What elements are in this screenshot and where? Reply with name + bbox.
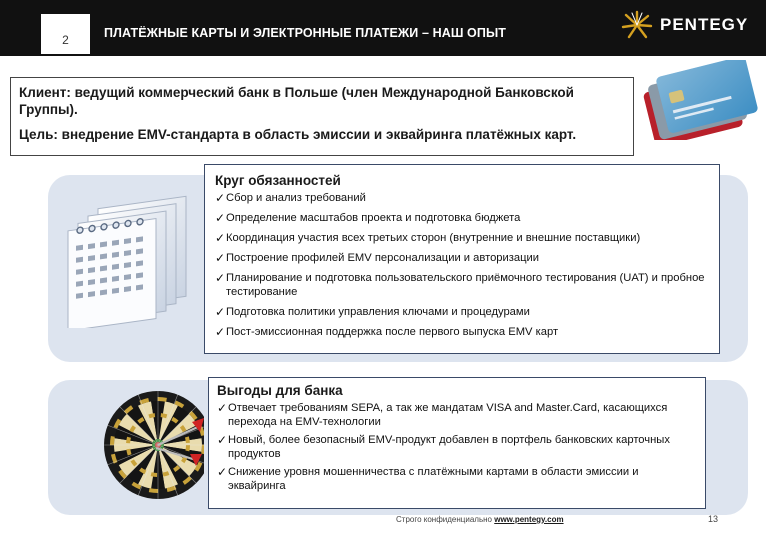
list-item-text: Новый, более безопасный EMV-продукт добавлен в портфель банковских карточных продуктов (228, 434, 670, 460)
list-item-text: Планирование и подготовка пользовательского приёмочного тестирования (UAT) и пробное тестирование (226, 272, 705, 298)
dartboard-icon (100, 390, 204, 500)
list-item (217, 465, 697, 493)
calendar-icon (60, 188, 200, 328)
project-goal: Цель: внедрение EMV-стандарта в область эмиссии и эквайринга платёжных карт. (19, 127, 577, 142)
check-icon: ✓ (215, 251, 226, 265)
client-description: Клиент: ведущий коммерческий банк в Польше (член Международной Банковской Группы). (19, 85, 574, 117)
list-item (215, 305, 709, 319)
footer-note (396, 515, 564, 524)
list-item (217, 433, 697, 461)
list-item-text: Отвечает требованиям SEPA, а так же мандатам VISA and Master.Card, касающихся перехода на EMV-технологии (228, 402, 668, 428)
list-item (215, 271, 709, 299)
page-title: ПЛАТЁЖНЫЕ КАРТЫ И ЭЛЕКТРОННЫЕ ПЛАТЕЖИ – НАШ ОПЫТ (104, 26, 507, 40)
list-item-text: Определение масштабов проекта и подготовка бюджета (226, 212, 521, 224)
check-icon: ✓ (215, 305, 226, 319)
list-item-text: Координация участия всех третьих сторон (внутренние и внешние поставщики) (226, 232, 641, 244)
check-icon: ✓ (215, 271, 226, 285)
header-bar (0, 0, 766, 56)
responsibilities-title: Круг обязанностей (215, 173, 341, 188)
list-item (215, 191, 709, 205)
list-item (215, 325, 709, 339)
check-icon: ✓ (215, 191, 226, 205)
list-item-text: Снижение уровня мошенничества с платёжными картами в области эмиссии и эквайринга (228, 466, 639, 492)
confidential-label: Строго конфиденциально (396, 515, 492, 524)
check-icon: ✓ (217, 433, 228, 447)
footer-page-number: 13 (708, 514, 719, 524)
check-icon: ✓ (217, 465, 228, 479)
check-icon: ✓ (215, 231, 226, 245)
pentegy-logo-icon (620, 10, 654, 40)
list-item (215, 251, 709, 265)
benefits-list (217, 401, 697, 493)
website-link[interactable]: www.pentegy.com (494, 515, 564, 524)
slide-number: 2 (41, 14, 90, 54)
check-icon: ✓ (217, 401, 228, 415)
list-item-text: Пост-эмиссионная поддержка после первого выпуска EMV карт (226, 326, 559, 338)
credit-cards-icon (638, 60, 763, 140)
list-item-text: Сбор и анализ требований (226, 192, 366, 204)
list-item-text: Подготовка политики управления ключами и процедурами (226, 306, 530, 318)
benefits-title: Выгоды для банка (217, 383, 343, 398)
check-icon: ✓ (215, 325, 226, 339)
logo-text: PENTEGY (660, 15, 749, 34)
benefits-box (208, 377, 706, 509)
list-item-text: Построение профилей EMV персонализации и авторизации (226, 252, 540, 264)
company-logo (620, 10, 748, 40)
list-item (215, 231, 709, 245)
list-item (215, 211, 709, 225)
check-icon: ✓ (215, 211, 226, 225)
list-item (217, 401, 697, 429)
client-info-box (10, 77, 634, 156)
responsibilities-list (215, 191, 709, 339)
responsibilities-box (204, 164, 720, 354)
